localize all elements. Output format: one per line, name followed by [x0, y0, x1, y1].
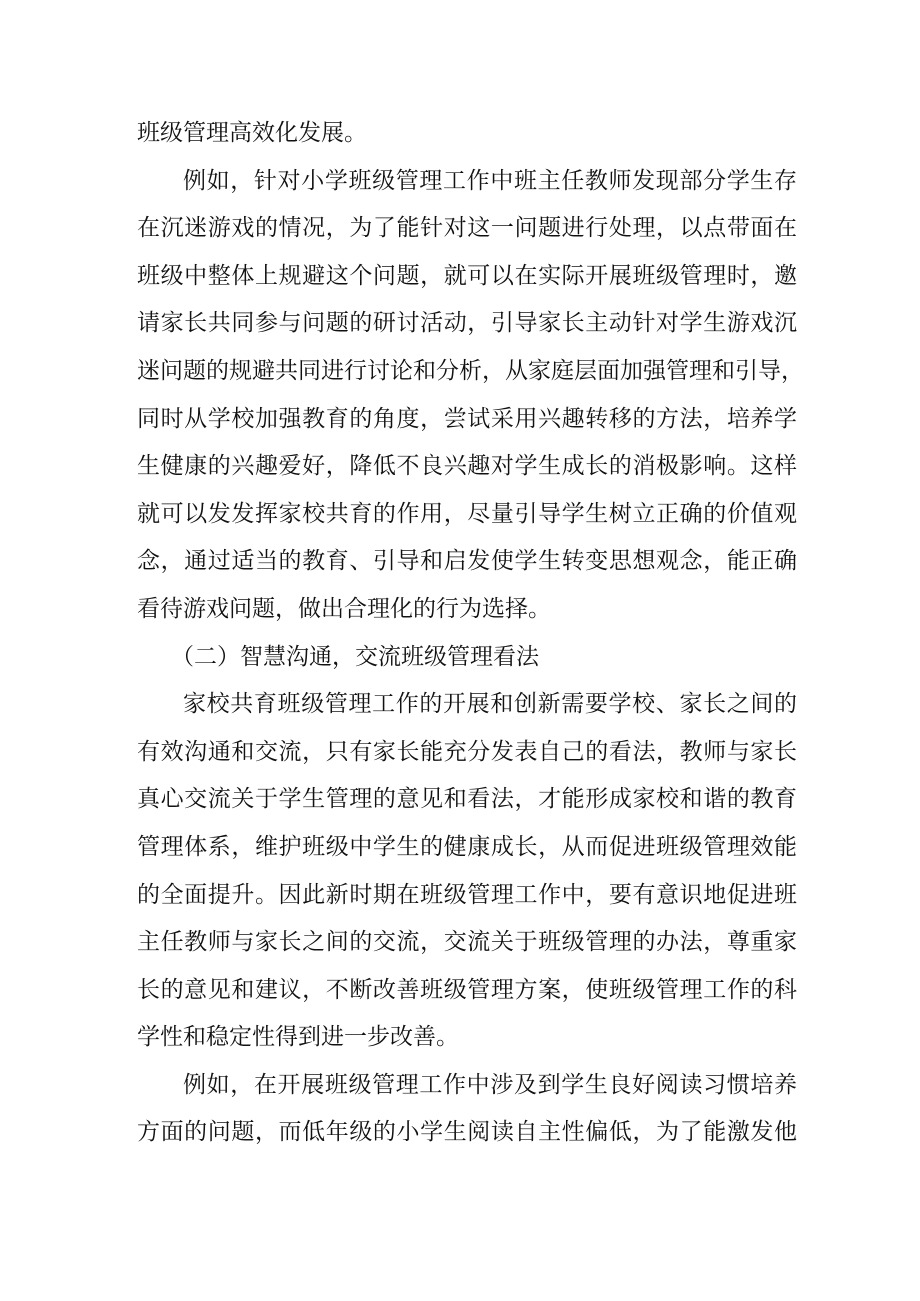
- text-line: 方面的问题，而低年级的小学生阅读自主性偏低，为了能激发他: [137, 1119, 797, 1146]
- paragraph-first-line: 家校共育班级管理工作的开展和创新需要学校、家长之间的: [183, 691, 797, 718]
- text-line: 在沉迷游戏的情况，为了能针对这一问题进行处理，以点带面在: [137, 215, 797, 242]
- text-line: 真心交流关于学生管理的意见和看法，才能形成家校和谐的教育: [137, 786, 797, 813]
- text-line: 请家长共同参与问题的研讨活动，引导家长主动针对学生游戏沉: [137, 310, 797, 337]
- text-line: 管理体系，维护班级中学生的健康成长，从而促进班级管理效能: [137, 833, 797, 860]
- paragraph-first-line: 例如，针对小学班级管理工作中班主任教师发现部分学生存: [183, 167, 797, 194]
- text-line: 有效沟通和交流，只有家长能充分发表自己的看法，教师与家长: [137, 738, 797, 765]
- text-line: 长的意见和建议，不断改善班级管理方案，使班级管理工作的科: [137, 976, 797, 1003]
- text-line: 学性和稳定性得到进一步改善。: [137, 1024, 459, 1051]
- text-line: 班级管理高效化发展。: [137, 120, 367, 146]
- text-line: 的全面提升。因此新时期在班级管理工作中，要有意识地促进班: [137, 881, 797, 908]
- text-line: 同时从学校加强教育的角度，尝试采用兴趣转移的方法，培养学: [137, 405, 797, 432]
- text-line: 迷问题的规避共同进行讨论和分析，从家庭层面加强管理和引导，: [137, 357, 804, 384]
- text-line: 班级中整体上规避这个问题，就可以在实际开展班级管理时，邀: [137, 262, 797, 289]
- text-line: 主任教师与家长之间的交流，交流关于班级管理的办法，尊重家: [137, 929, 797, 956]
- document-body: [137, 110, 804, 1157]
- paragraph-first-line: 例如，在开展班级管理工作中涉及到学生良好阅读习惯培养: [183, 1071, 797, 1098]
- text-line: 念，通过适当的教育、引导和启发使学生转变思想观念，能正确: [137, 548, 797, 575]
- section-heading: （二）智慧沟通，交流班级管理看法: [171, 643, 539, 670]
- text-line: 看待游戏问题，做出合理化的行为选择。: [137, 595, 551, 622]
- text-line: 生健康的兴趣爱好，降低不良兴趣对学生成长的消极影响。这样: [137, 453, 797, 480]
- text-line: 就可以发发挥家校共育的作用，尽量引导学生树立正确的价值观: [137, 500, 797, 527]
